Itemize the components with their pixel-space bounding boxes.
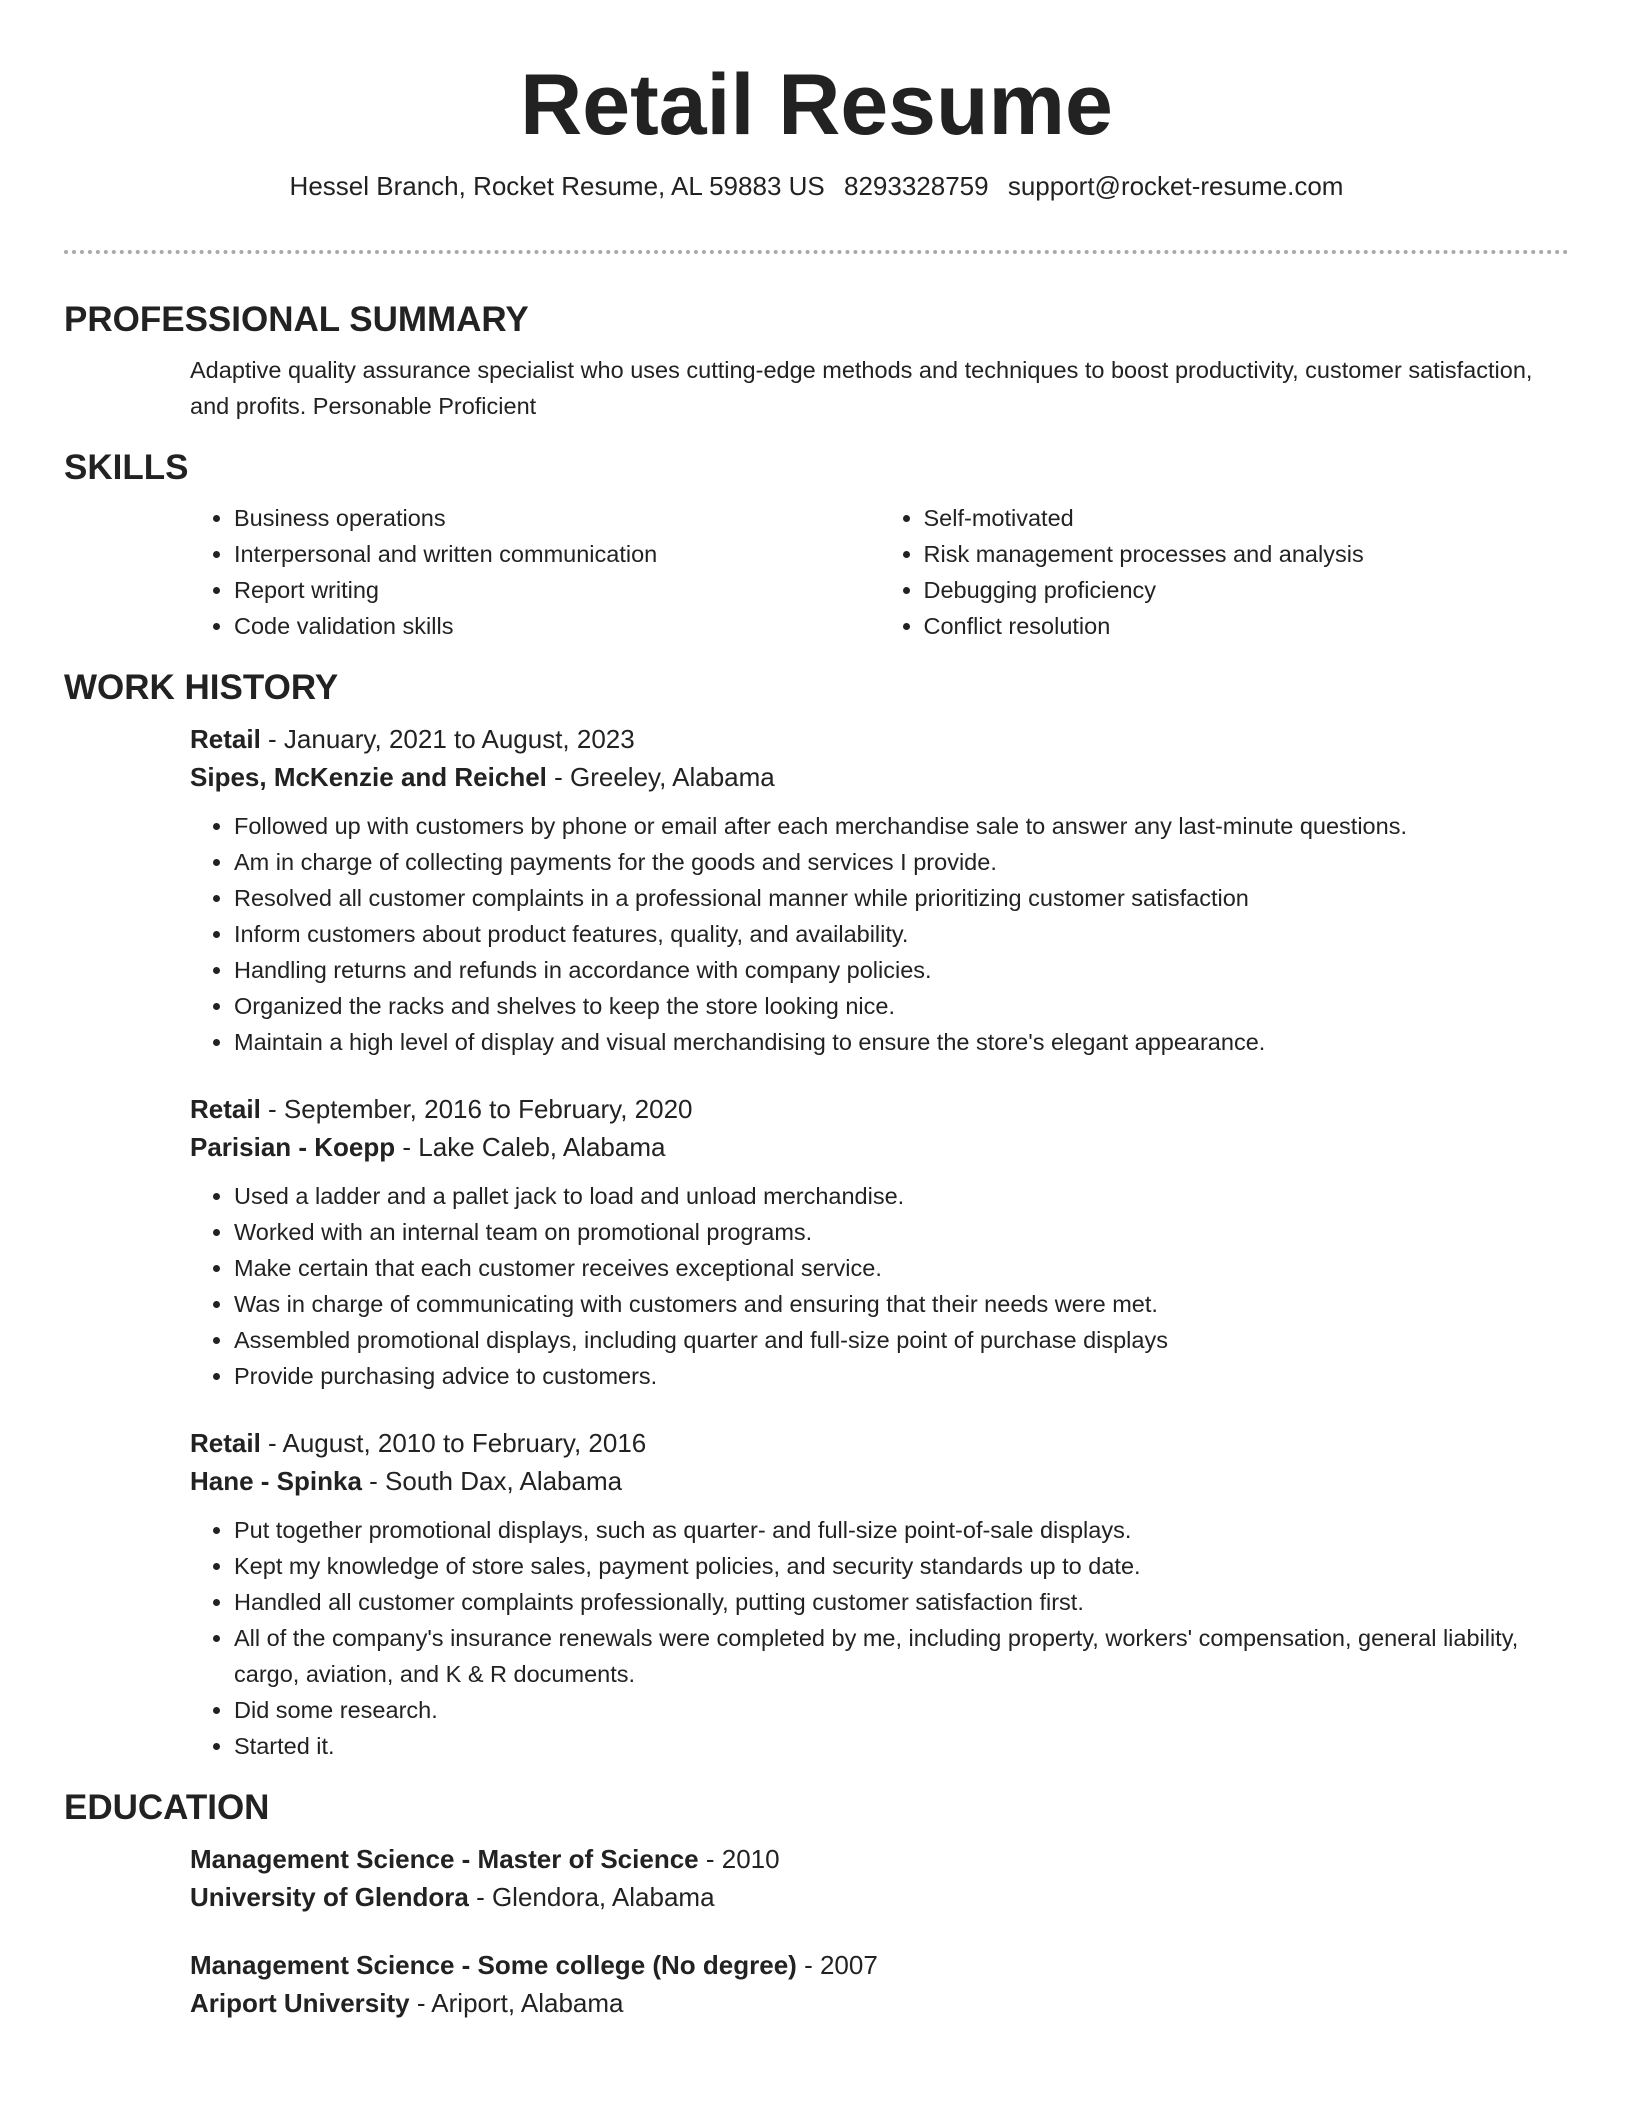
- job-dates: - January, 2021 to August, 2023: [268, 724, 635, 754]
- education-location: - Ariport, Alabama: [416, 1988, 624, 2018]
- job-bullets: [190, 808, 1569, 1060]
- education-year: - 2007: [804, 1950, 878, 1980]
- job-bullet: • Used a ladder and a pallet jack to load and unload merchandise.: [234, 1178, 1569, 1214]
- education-entry: [190, 1946, 1569, 2022]
- job-company: Parisian - Koepp: [190, 1132, 396, 1162]
- summary-heading: PROFESSIONAL SUMMARY: [64, 300, 529, 339]
- skill-item: • Interpersonal and written communication: [234, 536, 880, 572]
- education-location: - Glendora, Alabama: [476, 1882, 715, 1912]
- job-entry: [190, 1424, 1569, 1764]
- job-dates: - August, 2010 to February, 2016: [268, 1428, 647, 1458]
- education-school: University of Glendora: [190, 1882, 469, 1912]
- job-bullet: • Provide purchasing advice to customers.: [234, 1358, 1569, 1394]
- job-bullets: [190, 1178, 1569, 1394]
- education-school-line: [190, 1984, 1569, 2022]
- header-divider: [64, 250, 1569, 254]
- work-heading: WORK HISTORY: [64, 668, 339, 707]
- job-bullet: • Started it.: [234, 1728, 1569, 1764]
- job-company-line: [190, 1462, 1569, 1500]
- resume-page: [64, 0, 1569, 2022]
- job-location: - Lake Caleb, Alabama: [402, 1132, 666, 1162]
- job-bullets: [190, 1512, 1569, 1764]
- education-degree-line: [190, 1946, 1569, 1984]
- job-dates: - September, 2016 to February, 2020: [268, 1094, 693, 1124]
- skill-item: • Business operations: [234, 500, 880, 536]
- job-bullet: • Followed up with customers by phone or email after each merchandise sale to answer any last-minute questions.: [234, 808, 1569, 844]
- job-bullet: • Inform customers about product features, quality, and availability.: [234, 916, 1569, 952]
- job-entry: [190, 720, 1569, 1060]
- job-bullet: • Make certain that each customer receives exceptional service.: [234, 1250, 1569, 1286]
- skill-item: • Report writing: [234, 572, 880, 608]
- job-title-line: [190, 1090, 1569, 1128]
- job-bullet: • Kept my knowledge of store sales, payment policies, and security standards up to date.: [234, 1548, 1569, 1584]
- job-bullet: • Handled all customer complaints professionally, putting customer satisfaction first.: [234, 1584, 1569, 1620]
- skills-grid: [190, 500, 1569, 644]
- job-bullet: • Handling returns and refunds in accordance with company policies.: [234, 952, 1569, 988]
- job-title: Retail: [190, 724, 261, 754]
- contact-block: [64, 150, 1569, 245]
- summary-text: Adaptive quality assurance specialist who uses cutting-edge methods and techniques to boost productivity, customer satisfaction, and profits. Personable Proficient: [190, 357, 1533, 419]
- job-company-line: [190, 1128, 1569, 1166]
- education-school-line: [190, 1878, 1569, 1916]
- skill-item: • Debugging proficiency: [924, 572, 1570, 608]
- skills-left-list: [190, 500, 880, 644]
- job-bullet: • Did some research.: [234, 1692, 1569, 1728]
- job-title: Retail: [190, 1094, 261, 1124]
- education-degree: Management Science - Master of Science: [190, 1844, 699, 1874]
- job-location: - South Dax, Alabama: [369, 1466, 623, 1496]
- contact-phone: 8293328759: [843, 171, 989, 201]
- summary-section: [190, 352, 1569, 424]
- education-entry: [190, 1840, 1569, 1916]
- skill-item: • Code validation skills: [234, 608, 880, 644]
- job-bullet: • Maintain a high level of display and visual merchandising to ensure the store's elegant appearance.: [234, 1024, 1569, 1060]
- contact-address: Hessel Branch, Rocket Resume, AL 59883 US: [289, 171, 825, 201]
- skills-section: [190, 500, 1569, 644]
- job-bullet: • Put together promotional displays, such as quarter- and full-size point-of-sale displays.: [234, 1512, 1569, 1548]
- job-title-line: [190, 720, 1569, 758]
- education-degree-line: [190, 1840, 1569, 1878]
- contact-line: [64, 170, 1569, 202]
- job-company: Hane - Spinka: [190, 1466, 362, 1496]
- resume-title: Retail Resume: [520, 57, 1113, 153]
- skills-heading: SKILLS: [64, 448, 189, 487]
- job-title: Retail: [190, 1428, 261, 1458]
- skill-item: • Conflict resolution: [924, 608, 1570, 644]
- job-bullet: • Organized the racks and shelves to keep the store looking nice.: [234, 988, 1569, 1024]
- job-title-line: [190, 1424, 1569, 1462]
- education-school: Ariport University: [190, 1988, 410, 2018]
- job-bullet: • Resolved all customer complaints in a professional manner while prioritizing customer satisfaction: [234, 880, 1569, 916]
- job-entry: [190, 1090, 1569, 1394]
- job-company-line: [190, 758, 1569, 796]
- job-location: - Greeley, Alabama: [554, 762, 775, 792]
- job-bullet: • Am in charge of collecting payments for the goods and services I provide.: [234, 844, 1569, 880]
- job-bullet: • All of the company's insurance renewals were completed by me, including property, workers' compensation, general liability, cargo, aviation, and K & R documents.: [234, 1620, 1569, 1692]
- job-company: Sipes, McKenzie and Reichel: [190, 762, 547, 792]
- job-bullet: • Worked with an internal team on promotional programs.: [234, 1214, 1569, 1250]
- job-bullet: • Was in charge of communicating with customers and ensuring that their needs were met.: [234, 1286, 1569, 1322]
- contact-email: support@rocket-resume.com: [1007, 171, 1344, 201]
- education-year: - 2010: [705, 1844, 780, 1874]
- skills-right-list: [880, 500, 1570, 644]
- education-degree: Management Science - Some college (No degree): [190, 1950, 797, 1980]
- skill-item: • Risk management processes and analysis: [924, 536, 1570, 572]
- education-heading: EDUCATION: [64, 1788, 270, 1827]
- skill-item: • Self-motivated: [924, 500, 1570, 536]
- job-bullet: • Assembled promotional displays, including quarter and full-size point of purchase displays: [234, 1322, 1569, 1358]
